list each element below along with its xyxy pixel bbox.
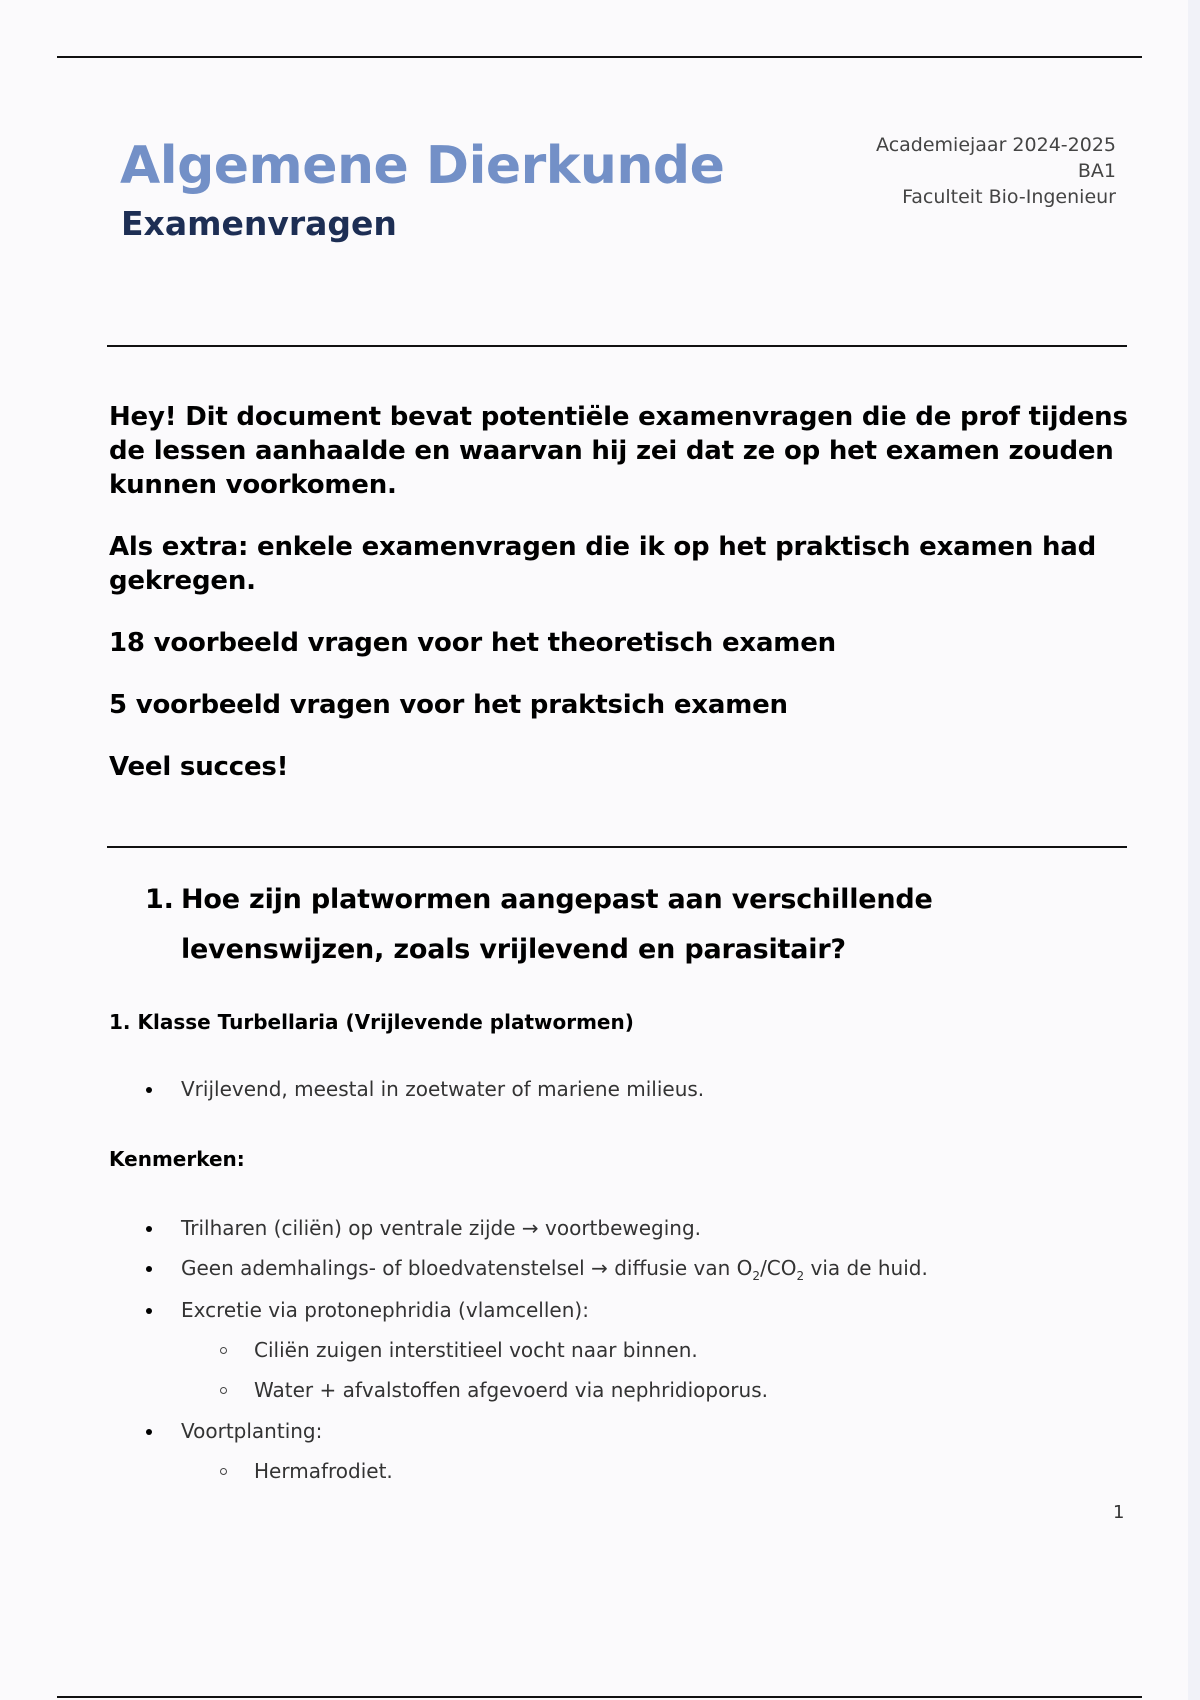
intro-paragraph: Veel succes! (109, 752, 289, 782)
document-title: Algemene Dierkunde (120, 136, 725, 196)
bullet-text: /CO (760, 1256, 797, 1280)
bullet-dot (146, 1429, 152, 1435)
question-text: Hoe zijn platwormen aangepast aan verschillende levenswijzen, zoals vrijlevend en parasitair? (181, 884, 933, 965)
sub-bullet-circle (220, 1347, 227, 1354)
divider-1 (107, 345, 1127, 347)
meta-faculty: Faculteit Bio-Ingenieur (902, 186, 1116, 208)
sub-bullet-circle (220, 1468, 227, 1475)
sub-bullet-item: Hermafrodiet. (254, 1459, 393, 1483)
subscript: 2 (796, 1269, 805, 1283)
bullet-dot (146, 1087, 152, 1093)
kenmerken-heading: Kenmerken: (109, 1147, 245, 1171)
bullet-text: Geen ademhalings- of bloedvatenstelsel → diffusie van O (181, 1256, 753, 1280)
question-heading (145, 875, 1135, 975)
document-subtitle: Examenvragen (121, 204, 397, 243)
page-number: 1 (1113, 1502, 1125, 1523)
divider-2 (107, 846, 1127, 848)
section-heading: 1. Klasse Turbellaria (Vrijlevende platwormen) (109, 1010, 634, 1034)
bullet-dot (146, 1226, 152, 1232)
intro-paragraph: 5 voorbeeld vragen voor het praktsich examen (109, 690, 788, 720)
sub-bullet-item: Water + afvalstoffen afgevoerd via nephridioporus. (254, 1378, 768, 1402)
meta-year-level: BA1 (1077, 160, 1116, 182)
bullet-item: Excretie via protonephridia (vlamcellen): (181, 1298, 589, 1322)
document-meta (876, 132, 1116, 210)
intro-paragraph: 18 voorbeeld vragen voor het theoretisch examen (109, 628, 836, 658)
meta-academic-year: Academiejaar 2024-2025 (876, 134, 1116, 156)
intro-paragraph: Hey! Dit document bevat potentiële examenvragen die de prof tijdens de lessen aanhaalde en waarvan hij zei dat ze op het examen zouden kunnen voorkomen. (109, 402, 1128, 500)
bullet-item: Vrijlevend, meestal in zoetwater of mariene milieus. (181, 1077, 705, 1101)
intro-block (109, 400, 1129, 812)
bullet-dot (146, 1266, 152, 1272)
bottom-rule (57, 1696, 1142, 1698)
subscript: 2 (752, 1269, 761, 1283)
page-edge (1188, 0, 1200, 1700)
intro-paragraph: Als extra: enkele examenvragen die ik op het praktisch examen had gekregen. (109, 532, 1097, 596)
bullet-item: Voortplanting: (181, 1419, 323, 1443)
bullet-item: Trilharen (ciliën) op ventrale zijde → voortbeweging. (181, 1216, 702, 1240)
top-rule (57, 56, 1142, 58)
sub-bullet-circle (220, 1387, 227, 1394)
bullet-text: via de huid. (804, 1256, 928, 1280)
sub-bullet-item: Ciliën zuigen interstitieel vocht naar binnen. (254, 1338, 698, 1362)
bullet-dot (146, 1308, 152, 1314)
bullet-item (181, 1256, 928, 1283)
question-number: 1. (145, 884, 174, 915)
